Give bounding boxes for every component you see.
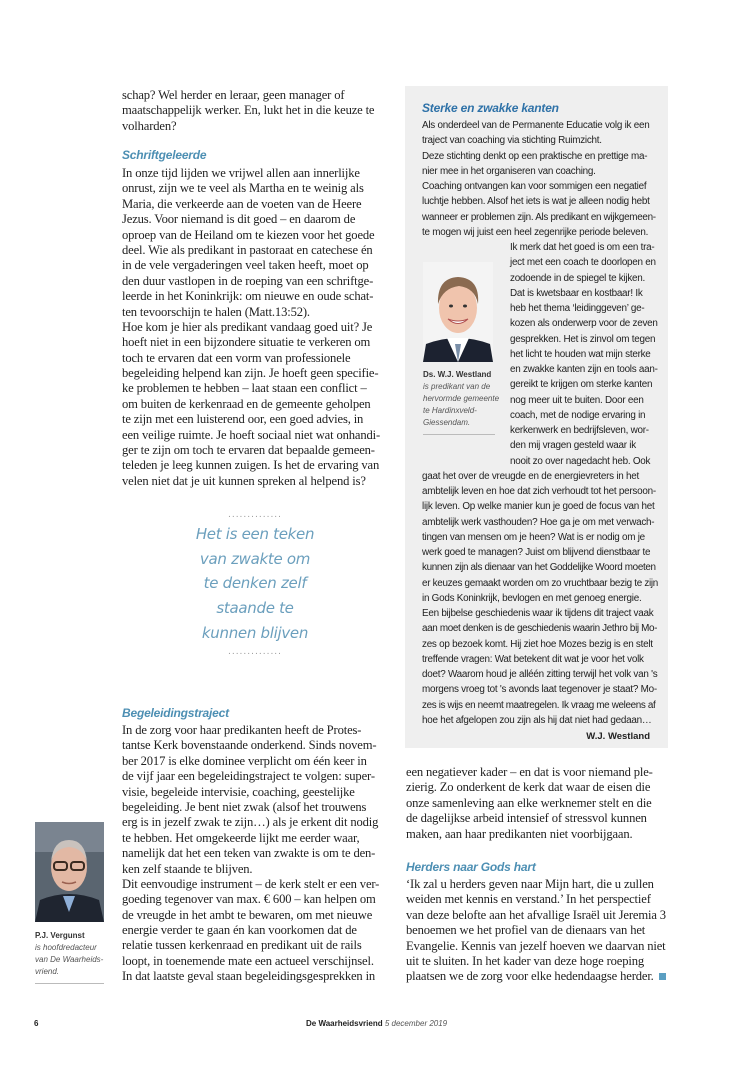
text-line: loopt, in toenemende mate een actueel verschijnsel. <box>122 953 374 968</box>
text-line: heb het thema ‘leidinggeven’ ge- <box>510 303 645 314</box>
text-line: traject van coaching via stichting Ruimzicht. <box>422 135 602 147</box>
text-line: Coaching ontvangen kan voor sommigen een negatief <box>422 181 647 192</box>
text-line: het licht te houden wat mijn sterke <box>510 348 651 360</box>
text-line: te denken zelf <box>203 574 307 593</box>
text-line: kerkenwerk en bedrijfsleven, wor- <box>510 425 649 436</box>
text-line: tingen van mensen om je heen? Wat is er nodig om je <box>422 531 645 543</box>
text-line: maken, aan haar predikanten niet voorbijgaan. <box>406 826 633 841</box>
text-line: toch te ervaren dat een vorm van professionele <box>122 350 351 365</box>
westland-bio <box>423 381 500 429</box>
text-line: Evangelie. Kennis van jezelf hoeven we daarvan niet <box>406 938 666 953</box>
text-line: hoeft niet in een bijzondere situatie te verkeren om <box>122 335 371 350</box>
text-line: Ik merk dat het goed is om een tra- <box>510 242 655 253</box>
text-line: den mij vragen gesteld waar ik <box>510 440 636 452</box>
pull-quote-text <box>170 522 340 645</box>
text-line: leerde in het Koninkrijk: om nieuwe en oude schat- <box>122 289 374 304</box>
text-line: nooit zo over nagedacht heb. Ook <box>510 455 651 467</box>
publication-date: 5 december 2019 <box>384 1019 448 1028</box>
text-line: een veilige ruimte. Je hoeft sociaal niet wat onhandi- <box>122 427 381 442</box>
text-line: ‘Ik zal u herders geven naar Mijn hart, die u zullen <box>406 877 654 891</box>
text-line: weiden met kennis en verstand.’ In het perspectief <box>406 892 651 907</box>
text-line: werk goed te managen? Juist om blijvend dienstbaar te <box>422 547 651 558</box>
text-line: zes is wijs en neemt maatregelen. Ik vraag me weleens af <box>422 699 656 711</box>
section-heading-herders: Herders naar Gods hart <box>406 860 536 874</box>
text-line: zierig. Zo onderkent de kerk dat waar de eisen die <box>406 780 651 795</box>
text-line: begeleiding. Je bent niet zwak (alsof het trouwens <box>122 799 367 814</box>
sidebar-heading: Sterke en zwakke kanten <box>422 101 559 115</box>
text-line: velen niet dat je uit kunnen spreken al helpend is? <box>122 473 366 488</box>
author-name: P.J. Vergunst <box>35 931 85 940</box>
text-line: de vijf jaar een begeleidingstraject te volgen: super- <box>122 769 375 784</box>
text-line-content: plaatsen we de zorg voor elke hedendaagse herder. <box>406 969 654 984</box>
text-line: ten tevoorschijn te halen (Matt.13:52). <box>122 304 310 319</box>
text-line: gereikt te krijgen om sterke kanten <box>510 379 653 391</box>
text-line: de vreugde in het ambt te bewaren, om met nieuwe <box>122 907 373 922</box>
westland-caption <box>423 368 500 435</box>
text-line: te hebben. Het omgekeerde lijkt me eerder waar, <box>122 830 360 845</box>
text-line: er keuzes gemaakt worden om zo vruchtbaar bezig te zijn <box>422 577 658 589</box>
text-line: en zwakke kanten zijn en tools aan- <box>510 364 658 375</box>
text-line: te mogen wij juist een heel zegenrijke periode beleven. <box>422 226 649 238</box>
text-line: van zwakte om <box>199 549 311 568</box>
text-line: luchtje hebben. Alsof het iets is wat je alleen nodig hebt <box>422 196 650 208</box>
text-line: coach, met de nodige ervaring in <box>510 409 646 421</box>
sidebar-signature: W.J. Westland <box>586 731 650 742</box>
caption-divider <box>35 983 104 984</box>
author-bio <box>35 942 104 978</box>
text-line: kunnen blijven <box>201 623 309 642</box>
text-line: relatie tussen kerkenraad en predikant uit de rails <box>122 938 362 953</box>
text-line: een negatiever kader – en dat is voor niemand ple- <box>406 765 653 779</box>
text-line: aan moet denken is de geschiedenis waarin Jethro bij Mo- <box>422 623 658 635</box>
text-line: maatschappelijk werker. En, lukt het in die keuze te <box>122 103 375 118</box>
quote-divider-bottom: .............. <box>227 647 283 658</box>
text-line: doet? Waarom houd je alléén zitting terwijl het volk van 's <box>422 669 658 680</box>
end-of-article-mark-icon <box>659 973 666 980</box>
text-line: te Hardinxveld- <box>423 406 477 415</box>
section-heading-begeleidingstraject: Begeleidingstraject <box>122 706 229 720</box>
text-line: gesprekken. Het is zinvol om tegen <box>510 333 656 345</box>
text-line: In dat laatste geval staan begeleidingsgesprekken in <box>122 969 376 984</box>
text-line: Dat is kwetsbaar en kostbaar! Ik <box>510 287 643 299</box>
text-line: ger te zijn om toch te ervaren dat bepaalde gemeen- <box>122 443 375 458</box>
pull-quote <box>170 508 340 659</box>
text-line: Hoe kom je hier als predikant vandaag goed uit? Je <box>122 319 373 334</box>
westland-photo <box>423 262 493 362</box>
text-line: ambtelijk leven en hoe dat zich verhoudt tot het persoon- <box>422 486 656 497</box>
intro-paragraph <box>122 88 374 134</box>
section-begeleidingstraject-continued <box>406 765 653 842</box>
text-line: onze samenleving aan elke werknemer stelt en die <box>406 795 652 810</box>
text-line <box>406 969 666 984</box>
text-line: staande te <box>216 599 294 618</box>
text-line: In de zorg voor haar predikanten heeft de Protes- <box>122 723 362 737</box>
text-line: te zijn met een luisterend oor, een goed advies, in <box>122 412 364 427</box>
text-line: gaat het over de vreugde en de energievreters in het <box>422 470 640 482</box>
text-line: lijk leven. Op welke manier kun je goed de focus van het <box>422 501 655 513</box>
text-line: Jezus. Voor niemand is dit goed – en daarom de <box>122 212 356 227</box>
text-line: Als onderdeel van de Permanente Educatie volg ik een <box>422 120 650 131</box>
text-line: ber 2017 is elke dominee verplicht om één keer in <box>122 753 367 768</box>
text-line: onrust, zijn we te veel als Martha en te weinig als <box>122 181 364 196</box>
text-line: schap? Wel herder en leraar, geen manager of <box>122 88 345 102</box>
quote-divider-top: .............. <box>227 510 283 520</box>
text-line: nog meer uit te buiten. Door een <box>510 394 644 406</box>
text-line: van De Waarheids- <box>35 955 104 964</box>
text-line: Maria, die verkeerde aan de voeten van de Heere <box>122 196 362 211</box>
text-line: Het is een teken <box>195 525 315 543</box>
text-line: begeleiding helpend kan zijn. Je hoeft geen specifie- <box>122 366 379 381</box>
text-line: volharden? <box>122 118 177 133</box>
text-line: energie verder te gaan én kan voorkomen dat de <box>122 923 357 938</box>
text-line: kozen als onderwerp voor de zeven <box>510 318 658 330</box>
page-number: 6 <box>34 1019 39 1028</box>
text-line: Deze stichting denkt op een praktische en prettige ma- <box>422 150 648 162</box>
publication-name: De Waarheidsvriend <box>306 1019 383 1028</box>
text-line: vriend. <box>35 967 60 976</box>
text-line: kunnen zijn als dienaar van het Goddelijke Woord moeten <box>422 562 656 574</box>
text-line: in de vele vergaderingen veel taken heeft, moet op <box>122 258 369 273</box>
text-line: benoemen we het profiel van de dienaars van het <box>406 923 646 938</box>
footer-publication <box>306 1019 447 1028</box>
text-line: den duur vastlopen in de roeping van een schriftge- <box>122 273 374 288</box>
text-line: hervormde gemeente <box>423 394 500 403</box>
text-line: visie, begeleide intervisie, coaching, geestelijke <box>122 784 355 799</box>
text-line: goeding tegenover van max. € 600 – kan helpen om <box>122 892 376 907</box>
text-line: Giessendam. <box>423 418 471 427</box>
author-caption <box>35 929 104 984</box>
text-line: nier mee in het organiseren van coaching. <box>422 165 596 177</box>
sidebar-box <box>405 86 668 748</box>
text-line: teleden je leeg kunnen zuigen. Is het de ervaring van <box>122 458 380 473</box>
text-line: oproep van de Heiland om te kiezen voor het goede <box>122 227 375 242</box>
text-line: in Gods Koninkrijk, bevlogen en met genoeg energie. <box>422 592 642 604</box>
text-line: In onze tijd lijden we vrijwel allen aan innerlijke <box>122 166 360 180</box>
section-schriftgeleerde-body <box>122 166 380 489</box>
text-line: morgens vroeg tot 's avonds laat tegenover je staat? Mo- <box>422 684 657 696</box>
section-heading-schriftgeleerde: Schriftgeleerde <box>122 148 207 162</box>
text-line: zes op bezoek komt. Hij ziet hoe Mozes bezig is en stelt <box>422 638 653 650</box>
text-line: ken zelf staande te blijven. <box>122 861 253 876</box>
text-line: de dagelijkse arbeid intensief of stressvol kunnen <box>406 811 647 826</box>
text-line: is predikant van de <box>423 382 491 391</box>
text-line: namelijk dat het een teken van zwakte is om te den- <box>122 846 376 861</box>
text-line: tantse Kerk bovenstaande onderkend. Sinds novem- <box>122 738 377 753</box>
text-line: zodoende in de spiegel te kijken. <box>510 272 646 284</box>
text-line: ambtelijk werk vasthouden? Hoe ga je om met verwach- <box>422 516 655 528</box>
text-line: deel. Wie als predikant in pastoraat en catechese én <box>122 242 373 257</box>
text-line: hoe het afgelopen zou zijn als hij dat niet had gedaan… <box>422 714 652 726</box>
author-photo <box>35 822 104 922</box>
text-line: is hoofdredacteur <box>35 943 97 952</box>
text-line: Een bijbelse geschiedenis waar ik tijdens dit traject vaak <box>422 608 654 619</box>
section-begeleidingstraject-body <box>122 723 379 985</box>
text-line: wanneer er problemen zijn. Als predikant en wijkgemeen- <box>422 211 656 223</box>
text-line: om buiten de kerkenraad en de gemeente geholpen <box>122 396 371 411</box>
text-line: ke problemen te hebben – laat staan een conflict – <box>122 381 367 396</box>
westland-name: Ds. W.J. Westland <box>423 370 492 379</box>
text-line: van deze belofte aan het afvallige Israël uit Jeremia 3 <box>406 907 666 922</box>
text-line: ject met een coach te doorlopen en <box>510 257 656 269</box>
caption-divider <box>423 434 495 435</box>
text-line: Dit eenvoudige instrument – de kerk stelt er een ver- <box>122 876 380 891</box>
text-line: uit te sluiten. In het kader van deze hoge roeping <box>406 953 644 968</box>
text-line: erg is in jezelf zwak te zijn…) als je erkent dit nodig <box>122 815 379 830</box>
text-line: treffende vragen: Wat betekent dit wat je voor het volk <box>422 653 644 665</box>
section-herders-body <box>406 877 666 985</box>
